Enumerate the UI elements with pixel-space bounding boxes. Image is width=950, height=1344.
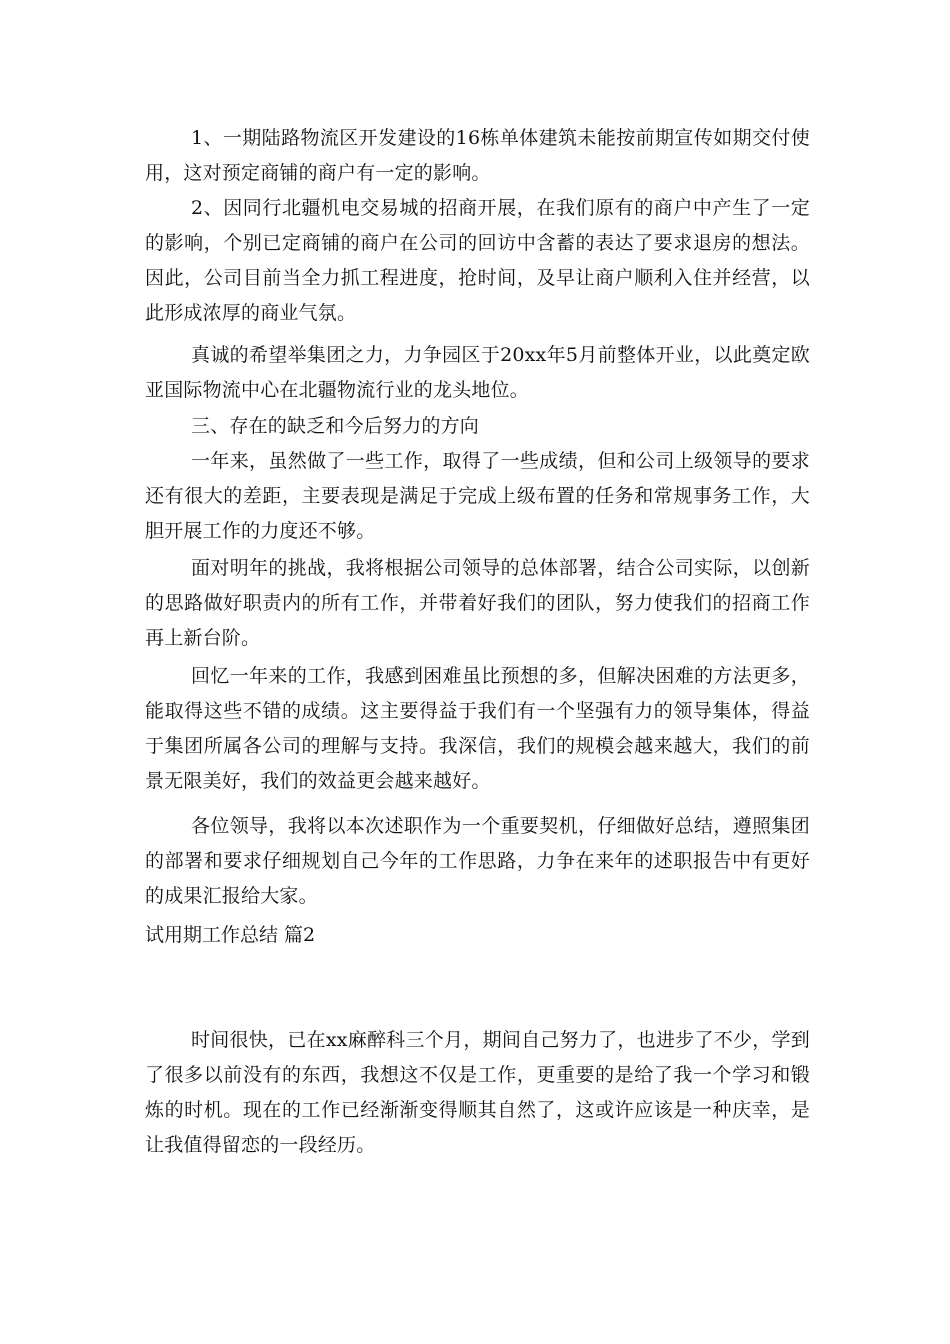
paragraph-6: 回忆一年来的工作，我感到困难虽比预想的多，但解决困难的方法更多，能取得这些不错的成绩。这主要得益于我们有一个坚强有力的领导集体，得益于集团所属各公司的理解与支持。我深信，我们的规模会越来越大，我们的前景无限美好，我们的效益更会越来越好。	[145, 665, 810, 792]
paragraph-3: 真诚的希望举集团之力，力争园区于20xx年5月前整体开业，以此奠定欧亚国际物流中心在北疆物流行业的龙头地位。	[145, 344, 810, 401]
paragraph-4: 一年来，虽然做了一些工作，取得了一些成绩，但和公司上级领导的要求还有很大的差距，主要表现是满足于完成上级布置的任务和常规事务工作，大胆开展工作的力度还不够。	[145, 450, 810, 542]
section-paragraph-1: 时间很快，已在xx麻醉科三个月，期间自己努力了，也进步了不少，学到了很多以前没有的东西，我想这不仅是工作，更重要的是给了我一个学习和锻炼的时机。现在的工作已经渐渐变得顺其自然了，这或许应该是一种庆幸，是让我值得留恋的一段经历。	[145, 1029, 810, 1156]
section-heading-3: 三、存在的缺乏和今后努力的方向	[191, 415, 480, 437]
paragraph-7: 各位领导，我将以本次述职作为一个重要契机，仔细做好总结，遵照集团的部署和要求仔细规划自己今年的工作思路，力争在来年的述职报告中有更好的成果汇报给大家。	[145, 815, 810, 907]
paragraph-1: 1、一期陆路物流区开发建设的16栋单体建筑未能按前期宣传如期交付使用，这对预定商铺的商户有一定的影响。	[145, 127, 810, 184]
paragraph-5: 面对明年的挑战，我将根据公司领导的总体部署，结合公司实际，以创新的思路做好职责内的所有工作，并带着好我们的团队，努力使我们的招商工作再上新台阶。	[145, 557, 810, 649]
paragraph-2: 2、因同行北疆机电交易城的招商开展，在我们原有的商户中产生了一定的影响，个别已定商铺的商户在公司的回访中含蓄的表达了要求退房的想法。因此，公司目前当全力抓工程进度，抢时间，及早让商户顺利入住并经营，以此形成浓厚的商业气氛。	[145, 197, 810, 324]
section-title: 试用期工作总结 篇2	[145, 924, 316, 946]
